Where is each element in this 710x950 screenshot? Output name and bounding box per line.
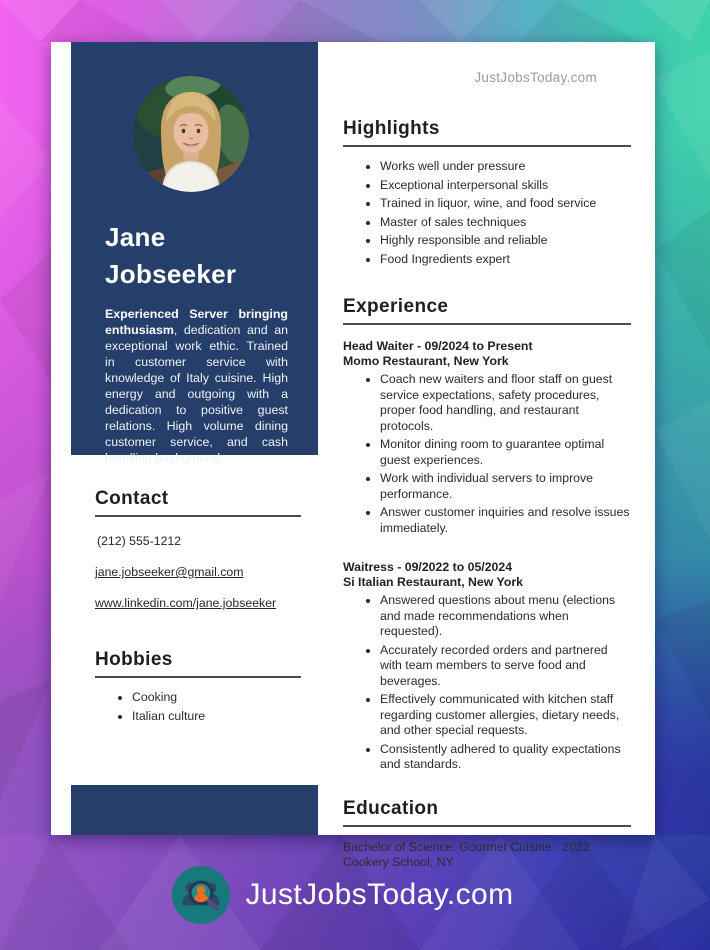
site-watermark: JustJobsToday.com — [474, 70, 597, 85]
profile-summary-lead: Experienced Server bringing enthusiasm — [105, 307, 288, 338]
profile-summary — [105, 306, 288, 466]
highlight-item: • Trained in liquor, wine, and food service — [380, 196, 631, 212]
highlight-item: • Master of sales techniques — [380, 215, 631, 231]
job-title: Head Waiter - 09/2024 to Present — [343, 339, 533, 353]
job-duty: • Work with individual servers to improve performance. — [380, 471, 631, 502]
justjobstoday-logo-icon — [172, 866, 230, 924]
highlight-item: • Food Ingredients expert — [380, 252, 631, 268]
experience-heading: Experience — [343, 296, 449, 317]
highlight-item: • Exceptional interpersonal skills — [380, 178, 631, 194]
profile-photo-illustration — [133, 76, 249, 192]
job-entry — [343, 339, 631, 536]
experience-section — [343, 296, 631, 773]
highlights-list — [343, 159, 631, 267]
job-title: Waitress - 09/2022 to 05/2024 — [343, 560, 513, 574]
hobby-item: • Italian culture — [132, 709, 301, 725]
education-section — [343, 798, 631, 871]
contact-section — [95, 488, 301, 610]
highlight-item: • Works well under pressure — [380, 159, 631, 175]
job-duty: • Effectively communicated with kitchen staff regarding customer allergies, dietary needs, and other special requests. — [380, 692, 631, 739]
education-degree: Bachelor of Science: Gourmet Cuisine - 2022 — [343, 839, 590, 854]
footer-brand-text: JustJobsToday.com — [245, 878, 514, 911]
hobbies-section — [95, 649, 301, 724]
footer-brand-bar — [0, 862, 698, 928]
job-company: Si Italian Restaurant, New York — [343, 574, 523, 589]
candidate-first-name: Jane — [105, 222, 166, 253]
job-duty-list — [343, 593, 631, 773]
education-heading: Education — [343, 797, 439, 819]
experience-rule — [343, 323, 631, 325]
profile-photo — [133, 76, 249, 192]
sidebar-panel — [71, 42, 318, 466]
highlight-item: • Highly responsible and reliable — [380, 233, 631, 249]
education-rule — [343, 825, 631, 827]
job-duty-list — [343, 372, 631, 536]
job-entry — [343, 560, 631, 773]
main-column — [343, 42, 631, 871]
job-duty: • Answer customer inquiries and resolve issues immediately. — [380, 505, 631, 536]
job-duty: • Accurately recorded orders and partnered with team members to serve food and beverages. — [380, 643, 631, 690]
education-school: Cookery School, NY — [343, 855, 454, 869]
sidebar-bottom-strip — [71, 785, 318, 835]
job-company: Momo Restaurant, New York — [343, 353, 509, 368]
hobbies-heading: Hobbies — [95, 649, 173, 670]
highlights-heading: Highlights — [343, 118, 440, 139]
linkedin-link[interactable]: www.linkedin.com/jane.jobseeker — [95, 596, 277, 610]
job-duty: • Coach new waiters and floor staff on guest service expectations, safety procedures, proper food handling, and restaurant protocols. — [380, 372, 631, 434]
highlights-section — [343, 118, 631, 267]
candidate-last-name: Jobseeker — [105, 259, 237, 290]
resume-page — [51, 42, 655, 869]
hobbies-rule — [95, 676, 301, 678]
profile-summary-body: , dedication and an exceptional work ethic. Trained in customer service with knowledge of Italy cuisine. High energy and outgoing with a dedication to positive guest relations. High volume dining customer service, and cash handling background. — [105, 323, 288, 466]
left-column — [95, 488, 301, 727]
hobby-item: • Cooking — [132, 690, 301, 706]
contact-heading: Contact — [95, 488, 169, 509]
job-duty: • Monitor dining room to guarantee optimal guest experiences. — [380, 437, 631, 468]
email-link[interactable]: jane.jobseeker@gmail.com — [95, 565, 244, 579]
job-duty: • Consistently adhered to quality expectations and standards. — [380, 742, 631, 773]
highlights-rule — [343, 145, 631, 147]
contact-rule — [95, 515, 301, 517]
hobbies-list — [95, 690, 301, 724]
job-duty: • Answered questions about menu (elections and made recommendations when requested). — [380, 593, 631, 640]
phone-number: (212) 555-1212 — [97, 534, 182, 548]
candidate-name — [105, 219, 305, 293]
